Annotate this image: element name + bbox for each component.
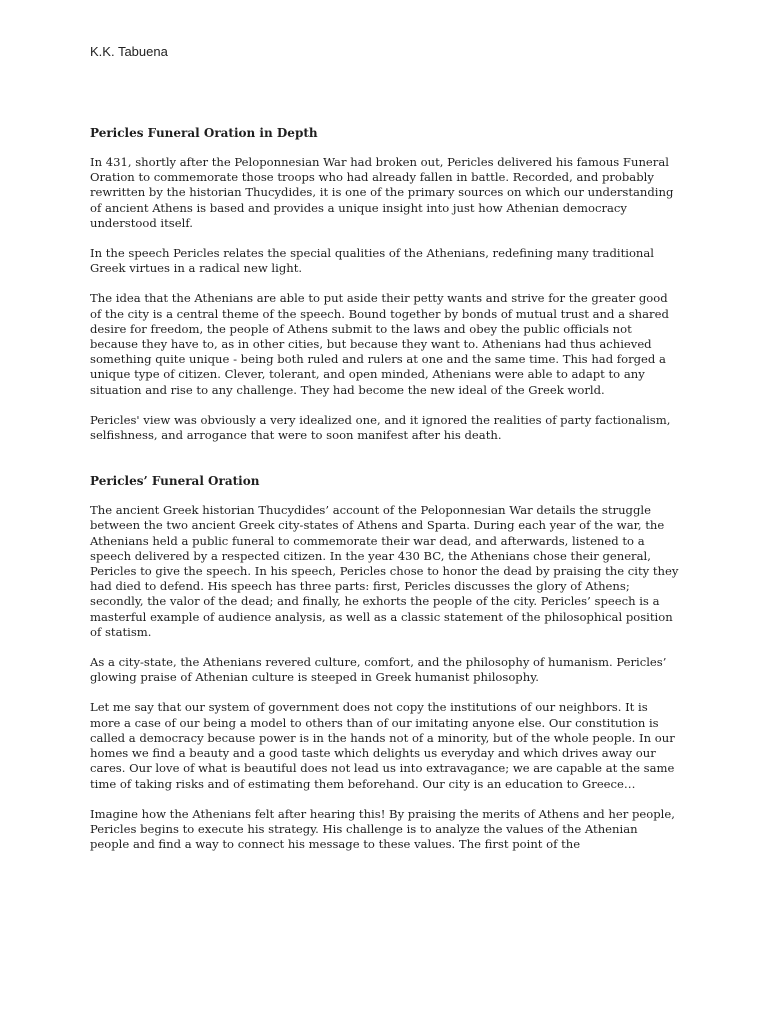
section-heading: Pericles Funeral Oration in Depth [90,126,318,140]
body-paragraph: In the speech Pericles relates the special qualities of the Athenians, redefining many traditional Greek virtues in a radical new light. [90,246,655,276]
body-paragraph: Let me say that our system of government does not copy the institutions of our neighbors. It is more a case of our being a model to others than of our imitating anyone else. Our constitution is called a democracy because power is in the hands not of a minority, but of the whole people. In our homes we find a beauty and a good taste which delights us everyday and which drives away our cares. Our love of what is beautiful does not lead us into extravagance; we are capable at the same time of taking risks and of estimating them beforehand. Our city is an education to Greece… [90,700,675,791]
body-paragraph: The idea that the Athenians are able to put aside their petty wants and strive for the greater good of the city is a central theme of the speech. Bound together by bonds of mutual trust and a shared desire for freedom, the people of Athens submit to the laws and obey the public officials not because they have to, as in other cities, but because they want to. Athenians had thus achieved something quite unique - being both ruled and rulers at one and the same time. This had forged a unique type of citizen. Clever, tolerant, and open minded, Athenians were able to adapt to any situation and rise to any challenge. They had become the new ideal of the Greek world. [90,291,669,397]
body-paragraph: Imagine how the Athenians felt after hearing this! By praising the merits of Athens and her people, Pericles begins to execute his strategy. His challenge is to analyze the values of the Athenian people and find a way to connect his message to these values. The first point of the [90,806,675,852]
body-paragraph: As a city-state, the Athenians revered culture, comfort, and the philosophy of humanism. Pericles’ glowing praise of Athenian culture is steeped in Greek humanist philosophy. [90,655,667,685]
document-body [90,126,680,867]
body-paragraph: The ancient Greek historian Thucydides’ account of the Peloponnesian War details the struggle between the two ancient Greek city-states of Athens and Sparta. During each year of the war, the Athenians held a public funeral to commemorate their war dead, and afterwards, listened to a speech delivered by a respected citizen. In the year 430 BC, the Athenians chose their general, Pericles to give the speech. In his speech, Pericles chose to honor the dead by praising the city they had died to defend. His speech has three parts: first, Pericles discusses the glory of Athens; secondly, the valor of the dead; and finally, he exhorts the people of the city. Pericles’ speech is a masterful example of audience analysis, as well as a classic statement of the philosophical position of statism. [90,503,679,639]
author-name: K.K. Tabuena [90,44,168,59]
body-paragraph: In 431, shortly after the Peloponnesian War had broken out, Pericles delivered his famous Funeral Oration to commemorate those troops who had already fallen in battle. Recorded, and probably rewritten by the historian Thucydides, it is one of the primary sources on which our understanding of ancient Athens is based and provides a unique insight into just how Athenian democracy understood itself. [90,155,674,230]
body-paragraph: Pericles' view was obviously a very idealized one, and it ignored the realities of party factionalism, selfishness, and arrogance that were to soon manifest after his death. [90,412,671,443]
section-heading: Pericles’ Funeral Oration [90,474,260,489]
